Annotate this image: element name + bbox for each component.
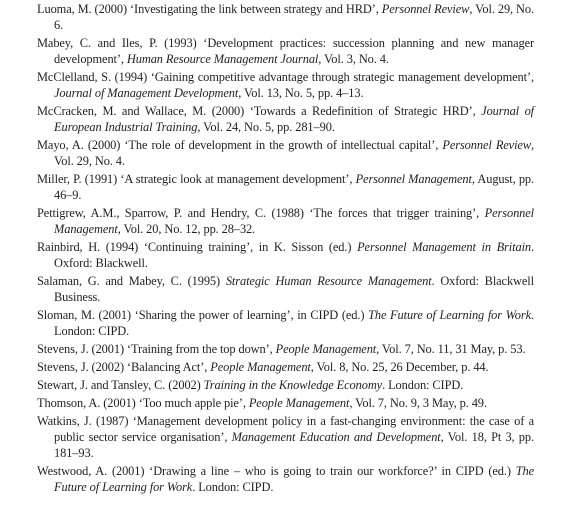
reference-italic-title: Personnel Review [442, 138, 531, 152]
reference-text: , Vol. 18, Pt 3, pp. 181–93. [54, 430, 534, 460]
reference-italic-title: Training in the Knowledge Economy [203, 378, 383, 392]
reference-text: , Vol. 7, No. 9, 3 May, p. 49. [349, 396, 487, 410]
reference-text: , Vol. 29, No. 6. [54, 2, 535, 32]
reference-text: , Vol. 24, No. 5, pp. 281–90. [197, 120, 335, 134]
reference-italic-title: People Management [275, 342, 377, 356]
reference-text: Stevens, J. (2001) ‘Training from the top down’, [37, 342, 276, 356]
reference-text: , August, pp. 46–9. [54, 172, 535, 202]
reference-text: . Oxford: Blackwell Business. [54, 274, 534, 304]
reference-text: , Vol. 7, No. 11, 31 May, p. 53. [376, 342, 526, 356]
reference-entry [37, 377, 534, 393]
reference-entry [37, 1, 534, 33]
reference-italic-title: People Management [210, 360, 311, 374]
reference-entry [37, 395, 534, 411]
reference-text: Miller, P. (1991) ‘A strategic look at management development’, [37, 172, 356, 186]
reference-text: , Vol. 20, No. 12, pp. 28–32. [117, 222, 256, 236]
reference-text: Westwood, A. (2001) ‘Drawing a line – who is going to train our workforce?’ in CIPD (ed.) [37, 464, 516, 478]
reference-entry [37, 103, 534, 135]
reference-text: Watkins, J. (1987) ‘Management development policy in a fast-changing environment: the case of a public sector service organisation’, [37, 414, 534, 444]
reference-italic-title: Personnel Management [54, 206, 534, 236]
reference-text: McClelland, S. (1994) ‘Gaining competitive advantage through strategic management development’, [37, 70, 534, 84]
reference-italic-title: Journal of Management Development [54, 86, 239, 100]
reference-italic-title: Personnel Review [381, 2, 470, 16]
reference-italic-title: People Management [248, 396, 350, 410]
reference-entry [37, 35, 534, 67]
reference-text: . London: CIPD. [382, 378, 464, 392]
reference-italic-title: Journal of European Industrial Training [54, 104, 535, 134]
reference-text: Mayo, A. (2000) ‘The role of development in the growth of intellectual capital’, [37, 138, 443, 152]
reference-text: , Vol. 3, No. 4. [318, 52, 389, 66]
reference-italic-title: The Future of Learning for Work [54, 464, 534, 494]
reference-text: Thomson, A. (2001) ‘Too much apple pie’, [37, 396, 249, 410]
reference-text: Stevens, J. (2002) ‘Balancing Act’, [37, 360, 211, 374]
reference-italic-title: Personnel Management [355, 172, 472, 186]
reference-entry [37, 137, 534, 169]
reference-text: , Vol. 29, No. 4. [54, 138, 534, 168]
reference-text: Rainbird, H. (1994) ‘Continuing training’, in K. Sisson (ed.) [37, 240, 358, 254]
reference-italic-title: Human Resource Management Journal [126, 52, 319, 66]
reference-text: , Vol. 8, No. 25, 26 December, p. 44. [310, 360, 489, 374]
reference-text: McCracken, M. and Wallace, M. (2000) ‘Towards a Redefinition of Strategic HRD’, [37, 104, 482, 118]
reference-text: Luoma, M. (2000) ‘Investigating the link between strategy and HRD’, [37, 2, 382, 16]
reference-entry [37, 239, 534, 271]
reference-entry [37, 359, 534, 375]
reference-italic-title: Management Education and Development [231, 430, 441, 444]
reference-entry [37, 273, 534, 305]
reference-entry [37, 205, 534, 237]
reference-entry [37, 171, 534, 203]
reference-entry [37, 69, 534, 101]
reference-text: Pettigrew, A.M., Sparrow, P. and Hendry, C. (1988) ‘The forces that trigger training’, [37, 206, 485, 220]
reference-italic-title: The Future of Learning for Work [368, 308, 531, 322]
reference-text: . Oxford: Blackwell. [54, 240, 535, 270]
reference-text: . London: CIPD. [54, 308, 534, 338]
reference-italic-title: Strategic Human Resource Management [225, 274, 432, 288]
reference-list [37, 1, 534, 497]
reference-entry [37, 413, 534, 461]
reference-text: . London: CIPD. [192, 480, 274, 494]
reference-italic-title: Personnel Management in Britain [357, 240, 532, 254]
reference-entry [37, 307, 534, 339]
reference-text: Mabey, C. and Iles, P. (1993) ‘Development practices: succession planning and new manager development’, [37, 36, 534, 66]
reference-text: Sloman, M. (2001) ‘Sharing the power of learning’, in CIPD (ed.) [37, 308, 369, 322]
reference-entry [37, 463, 534, 495]
reference-text: , Vol. 13, No. 5, pp. 4–13. [238, 86, 364, 100]
reference-text: Stewart, J. and Tansley, C. (2002) [37, 378, 204, 392]
reference-text: Salaman, G. and Mabey, C. (1995) [37, 274, 226, 288]
reference-entry [37, 341, 534, 357]
